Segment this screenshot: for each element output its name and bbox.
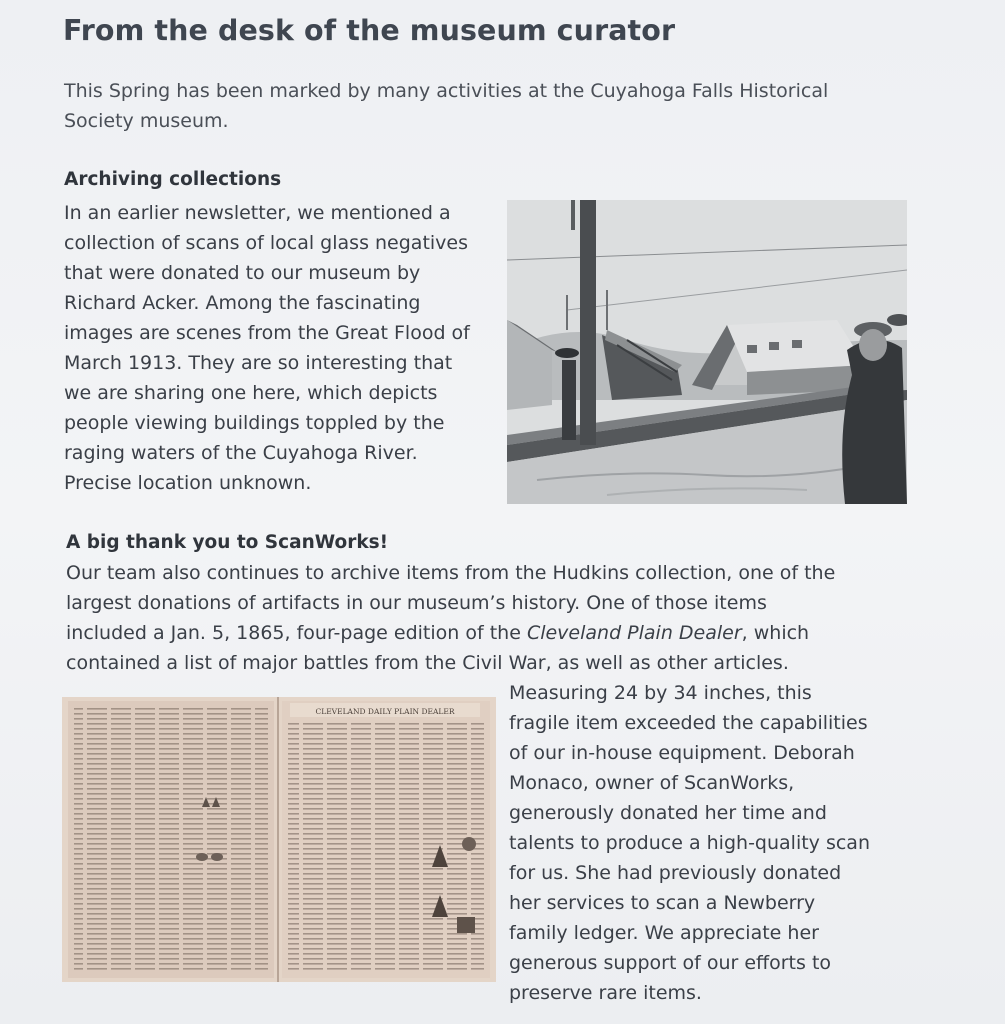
- newspaper-scan: [62, 697, 496, 982]
- scanworks-line: family ledger. We appreciate her: [509, 922, 819, 944]
- scanworks-line: of our in-house equipment. Deborah: [509, 742, 855, 764]
- scanworks-line: her services to scan a Newberry: [509, 892, 816, 914]
- scanworks-continued: [509, 678, 949, 1008]
- scanworks-heading: A big thank you to ScanWorks!: [66, 532, 389, 553]
- archiving-line: we are sharing one here, which depicts: [64, 382, 438, 404]
- scanworks-text: , which: [741, 622, 810, 644]
- archiving-line: Precise location unknown.: [64, 472, 312, 494]
- archiving-line: In an earlier newsletter, we mentioned a: [64, 202, 451, 224]
- page-title: From the desk of the museum curator: [63, 14, 676, 47]
- scanworks-line: contained a list of major battles from the Civil War, as well as other articles.: [66, 652, 789, 674]
- scanworks-line: generously donated her time and: [509, 802, 827, 824]
- scanworks-line: Monaco, owner of ScanWorks,: [509, 772, 795, 794]
- archiving-paragraph: [64, 198, 494, 498]
- newspaper-illustration: [62, 697, 496, 982]
- scanworks-paragraph: [66, 558, 886, 678]
- archiving-line: March 1913. They are so interesting that: [64, 352, 453, 374]
- scanworks-line: fragile item exceeded the capabilities: [509, 712, 868, 734]
- flood-photo-illustration: [507, 200, 907, 504]
- scanworks-line: [66, 618, 886, 648]
- newspaper-title: Cleveland Plain Dealer: [526, 622, 742, 644]
- archiving-line: people viewing buildings toppled by the: [64, 412, 445, 434]
- scanworks-line: preserve rare items.: [509, 982, 702, 1004]
- archiving-line: raging waters of the Cuyahoga River.: [64, 442, 418, 464]
- intro-line: Society museum.: [64, 110, 229, 132]
- newspaper-masthead: CLEVELAND DAILY PLAIN DEALER: [315, 707, 455, 716]
- scanworks-line: generous support of our efforts to: [509, 952, 832, 974]
- intro-paragraph: [64, 76, 884, 136]
- scanworks-line: Our team also continues to archive items from the Hudkins collection, one of the: [66, 562, 836, 584]
- archiving-line: images are scenes from the Great Flood of: [64, 322, 470, 344]
- archiving-line: Richard Acker. Among the fascinating: [64, 292, 421, 314]
- scanworks-text: included a Jan. 5, 1865, four-page edition of the: [66, 622, 527, 644]
- scanworks-line: Measuring 24 by 34 inches, this: [509, 682, 812, 704]
- archiving-line: that were donated to our museum by: [64, 262, 421, 284]
- scanworks-line: largest donations of artifacts in our museum’s history. One of those items: [66, 592, 767, 614]
- scanworks-line: for us. She had previously donated: [509, 862, 842, 884]
- archiving-heading: Archiving collections: [64, 169, 282, 190]
- scanworks-line: talents to produce a high-quality scan: [509, 832, 870, 854]
- intro-line: This Spring has been marked by many activities at the Cuyahoga Falls Historical: [64, 80, 829, 102]
- flood-photo: [507, 200, 907, 504]
- archiving-line: collection of scans of local glass negatives: [64, 232, 469, 254]
